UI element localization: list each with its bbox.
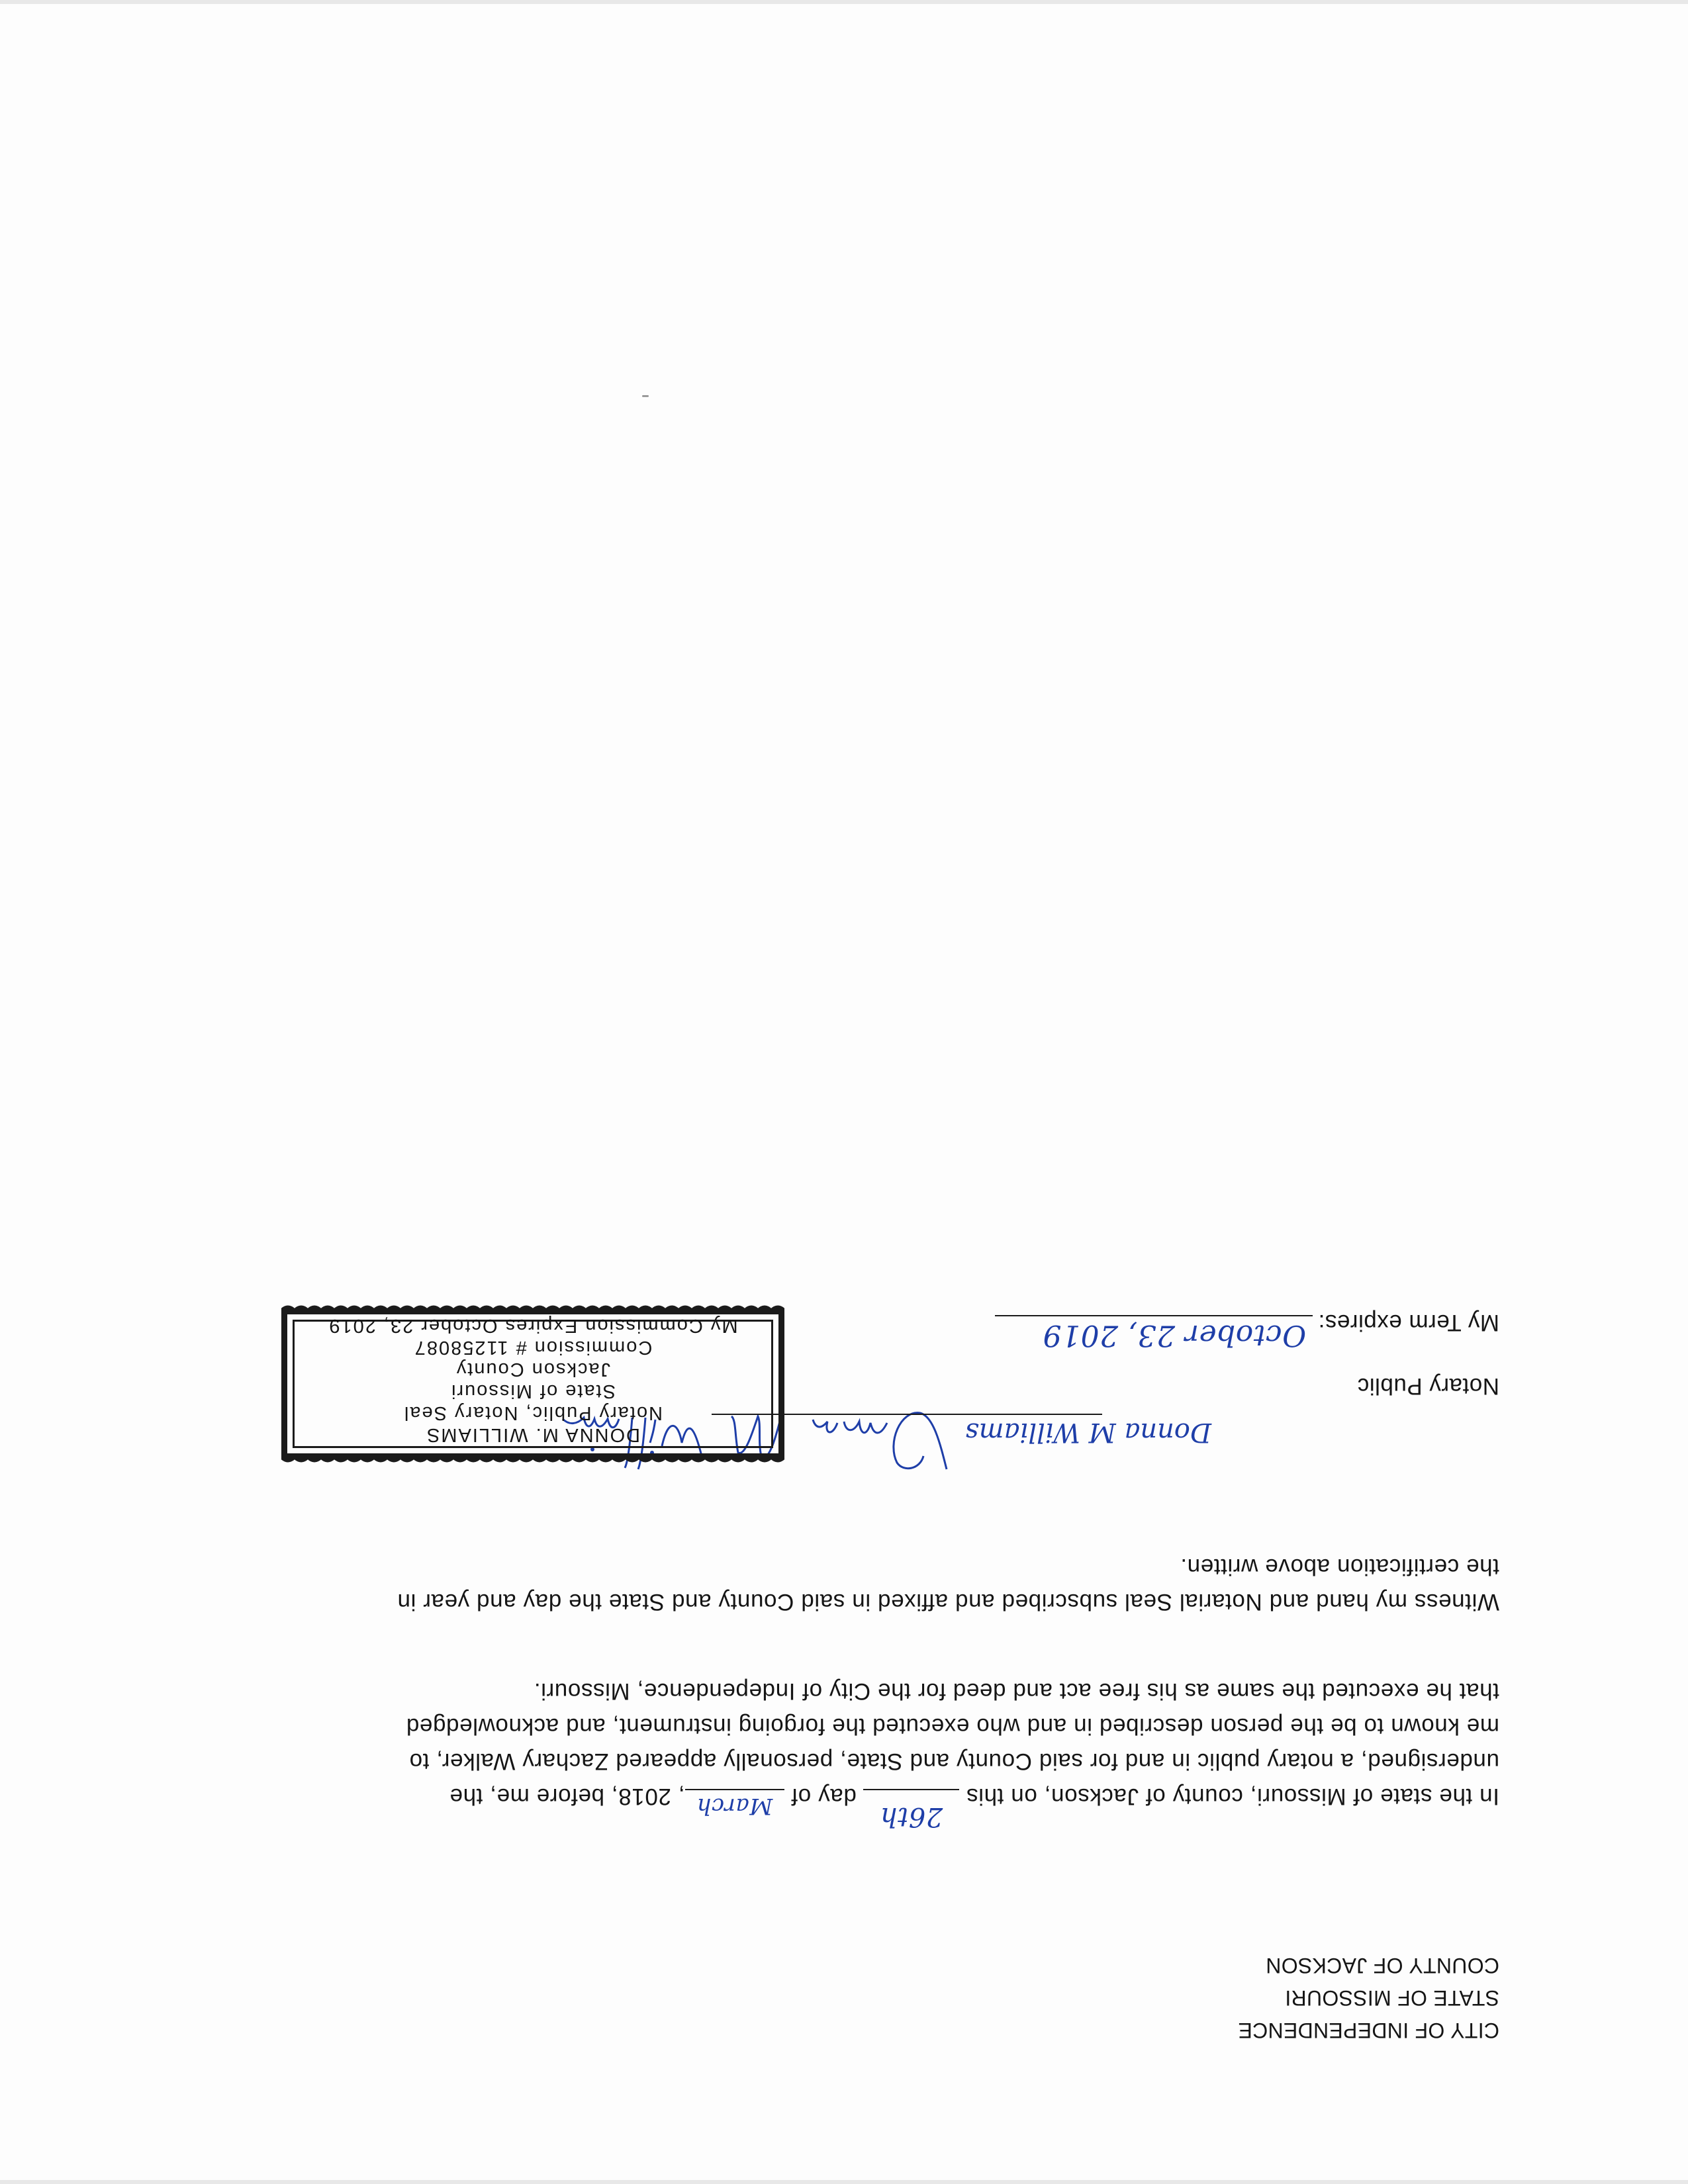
- stamp-notary-title: Notary Public, Notary Seal: [402, 1402, 663, 1424]
- stamp-commission-number: Commission # 11258087: [413, 1337, 653, 1358]
- day-of-text: day of: [790, 1784, 857, 1809]
- acknowledgment-line-3: me known to be the person described in and who executed the forgoing instrument, and acknowledged: [406, 1713, 1499, 1739]
- acknowledgment-line-2: undersigned, a notary public in and for said County and State, personally appeared Zachary Walker, to: [409, 1749, 1499, 1774]
- stamp-commission-expiry: My Commission Expires October 23, 2019: [328, 1315, 738, 1336]
- witness-paragraph: [162, 1549, 1499, 1619]
- stamp-notary-name: DONNA M. WILLIAMS: [425, 1424, 641, 1445]
- month-blank: [685, 1789, 784, 1817]
- stamp-serrated-edge-bottom: [281, 1304, 784, 1310]
- acknowledgment-line-4: that he executed the same as his free act and deed for the City of Independence, Missouri.: [534, 1678, 1499, 1704]
- scan-speck: [642, 395, 649, 397]
- scan-edge-top: [0, 2180, 1688, 2184]
- acknowledgment-line-1: [162, 1779, 1499, 1832]
- printed-signer-name: Donna M Williams: [965, 1417, 1211, 1447]
- witness-line-2: the certification above written.: [1180, 1554, 1499, 1580]
- heading-county: COUNTY OF JACKSON: [1266, 1954, 1499, 1978]
- heading-city: CITY OF INDEPENDENCE: [1238, 2019, 1499, 2042]
- acknowledgment-prefix: In the state of Missouri, county of Jackson, on this: [966, 1784, 1499, 1809]
- stamp-county: Jackson County: [455, 1359, 611, 1380]
- day-blank: [863, 1789, 959, 1832]
- stamp-text: [287, 1314, 778, 1445]
- term-date-handwritten: October 23, 2019: [1043, 1318, 1307, 1352]
- scan-edge-bottom: [0, 0, 1688, 4]
- notary-stamp: [281, 1308, 784, 1459]
- month-handwritten: March: [696, 1793, 773, 1819]
- year-text: , 2018, before me, the: [449, 1784, 685, 1809]
- term-expires: [995, 1309, 1499, 1352]
- stamp-serrated-edge-top: [281, 1457, 784, 1464]
- stamp-state: State of Missouri: [450, 1381, 616, 1402]
- day-handwritten: 26th: [880, 1801, 943, 1832]
- heading-state: STATE OF MISSOURI: [1285, 1986, 1499, 2010]
- acknowledgment-paragraph: [162, 1674, 1499, 1832]
- term-label: My Term expires:: [1318, 1310, 1499, 1336]
- jurisdiction-heading: [1238, 1949, 1499, 2046]
- term-date-blank: [995, 1315, 1313, 1352]
- witness-line-1: Witness my hand and Notarial Seal subscribed and affixed in said County and State the day and year in: [397, 1589, 1499, 1615]
- notary-public-label: Notary Public: [1357, 1373, 1499, 1399]
